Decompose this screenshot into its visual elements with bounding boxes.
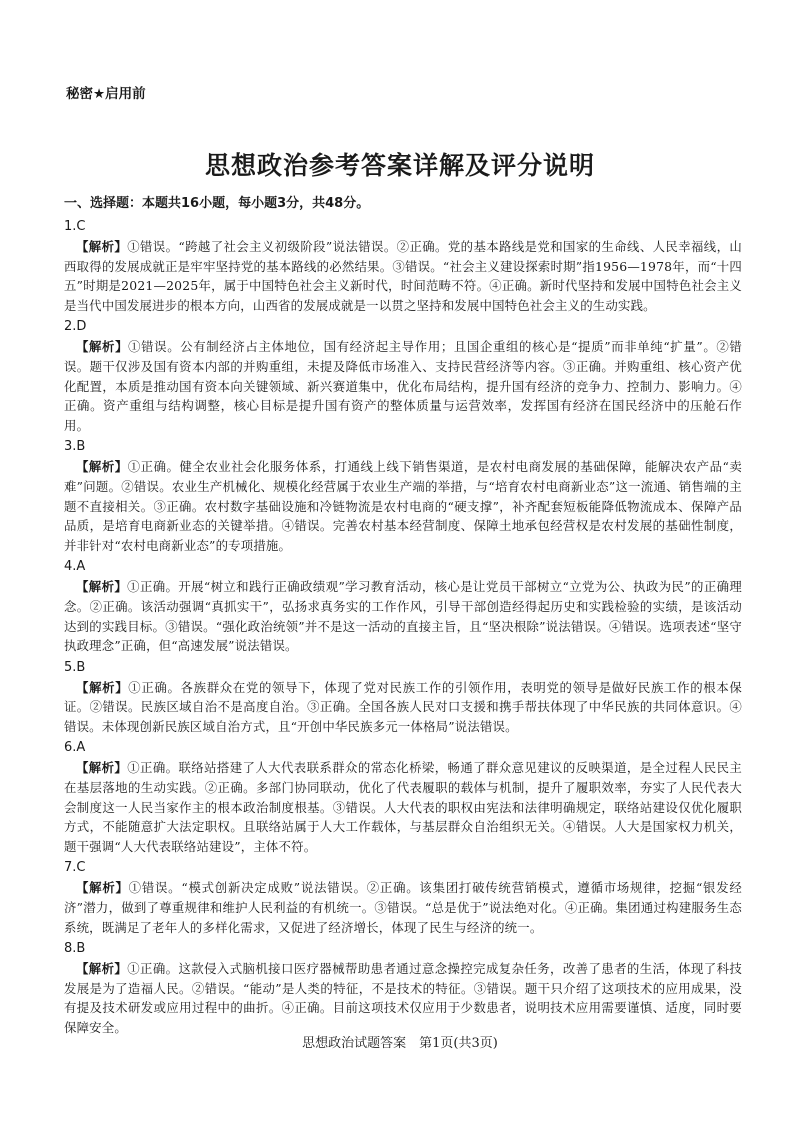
question-number-answer: 5.B [64,659,86,675]
question-number-answer: 7.C [64,860,86,876]
question-number-answer: 6.A [64,740,86,756]
question-number-answer: 3.B [64,439,86,455]
analysis-tag: 【解析】 [76,459,128,475]
explanation-paragraph: 【解析】①错误。公有制经济占主体地位，国有经济起主导作用；且国企重组的核心是“提质”而非单纯“扩量”。②错误。题干仅涉及国有资本内部的并购重组，未提及降低市场准入、支持民营经济等内容。③正确。并购重组、核心资产优化配置，本质是推动国有资本向关键领域、新兴赛道集中，优化布局结构，提升国有经济的竞争力、控制力、影响力。④正确。资产重组与结构调整，核心目标是提升国有资产的整体质量与运营效率，发挥国有经济在国民经济中的压舱石作用。 [64,339,742,433]
question-number-answer: 8.B [64,941,86,957]
answer-item [64,658,742,737]
page-footer: 思想政治试题答案 第1页(共3页) [302,1036,498,1051]
answer-item [64,317,742,435]
section-heading: 一、选择题：本题共16小题，每小题3分，共48分。 [64,196,370,211]
analysis-tag: 【解析】 [76,339,129,355]
explanation-paragraph: 【解析】①正确。开展“树立和践行正确政绩观”学习教育活动，核心是让党员干部树立“立党为公、执政为民”的正确理念。②正确。该活动强调“真抓实干”，弘扬求真务实的工作作风，引导干部创造经得起历史和实践检验的实绩，是该活动达到的实践目标。③错误。“强化政治统领”并不是这一活动的直接主旨，且“坚决根除”说法错误。④错误。选项表述“坚守执政理念”正确，但“高速发展”说法错误。 [64,579,742,654]
question-number-answer: 2.D [64,319,87,335]
explanation-paragraph: 【解析】①正确。健全农业社会化服务体系，打通线上线下销售渠道，是农村电商发展的基础保障，能解决农产品“卖难”问题。②错误。农业生产机械化、规模化经营属于农业生产端的举措，与“培育农村电商新业态”这一流通、销售端的主题不直接相关。③正确。农村数字基础设施和冷链物流是农村电商的“硬支撑”，补齐配套短板能降低物流成本、保障产品品质，是培育电商新业态的关键举措。④错误。完善农村基本经营制度、保障土地承包经营权是农村发展的基础性制度，并非针对“农村电商新业态”的专项措施。 [64,459,742,553]
answer-section [64,194,742,1040]
analysis-tag: 【解析】 [76,880,129,896]
explanation-paragraph: 【解析】①错误。“模式创新决定成败”说法错误。②正确。该集团打破传统营销模式，遵循市场规律，挖掘“银发经济”潜力，做到了尊重规律和维护人民利益的有机统一。③错误。“总是优于”说法绝对化。④正确。集团通过构建服务生态系统，既满足了老年人的多样化需求，又促进了经济增长，体现了民生与经济的统一。 [64,880,742,935]
explanation-paragraph: 【解析】①正确。这款侵入式脑机接口医疗器械帮助患者通过意念操控完成复杂任务，改善了患者的生活，体现了科技发展是为了造福人民。②错误。“能动”是人类的特征，不是技术的特征。③错误。题干只介绍了这项技术的应用成果，没有提及技术研发或应用过程中的曲折。④正确。目前这项技术仅应用于少数患者，说明技术应用需要谨慎、适度，同时要保障安全。 [64,961,742,1035]
explanation-paragraph: 【解析】①正确。各族群众在党的领导下，体现了党对民族工作的引领作用，表明党的领导是做好民族工作的根本保证。②错误。民族区域自治不是高度自治。③正确。全国各族人民对口支援和携手帮扶体现了中华民族的共同体意识。④错误。未体现创新民族区域自治方式，且“开创中华民族多元一体格局”说法错误。 [64,679,742,734]
answer-item [64,939,742,1037]
page-title: 思想政治参考答案详解及评分说明 [204,151,595,180]
answer-item [64,858,742,937]
analysis-tag: 【解析】 [76,579,128,595]
question-number-answer: 1.C [64,219,86,234]
analysis-tag: 【解析】 [76,760,128,776]
answer-item [64,217,742,315]
explanation-paragraph: 【解析】①错误。“跨越了社会主义初级阶段”说法错误。②正确。党的基本路线是党和国家的生命线、人民幸福线，山西取得的发展成就正是牢牢坚持党的基本路线的必然结果。③错误。“社会主义建设探索时期”指1956—1978年，而“十四五”时期是2021—2025年，属于中国特色社会主义新时代，时间范畴不符。④正确。新时代坚持和发展中国特色社会主义是当代中国发展进步的根本方向，山西省的发展成就是一以贯之坚持和发展中国特色社会主义的生动实践。 [64,239,742,313]
analysis-tag: 【解析】 [76,239,128,254]
explanation-paragraph: 【解析】①正确。联络站搭建了人大代表联系群众的常态化桥梁，畅通了群众意见建议的反映渠道，是全过程人民民主在基层落地的生动实践。②正确。多部门协同联动，优化了代表履职的载体与机制，提升了履职效率，夯实了人民代表大会制度这一人民当家作主的根本政治制度根基。③错误。人大代表的职权由宪法和法律明确规定，联络站建设仅优化履职方式，不能随意扩大法定职权。且联络站属于人大工作载体，与基层群众自治组织无关。④错误。人大是国家权力机关，题干强调“人大代表联络站建设”，主体不符。 [64,760,742,854]
confidential-mark: 秘密★启用前 [66,86,146,102]
analysis-tag: 【解析】 [76,679,129,695]
answer-item [64,738,742,856]
analysis-tag: 【解析】 [76,961,128,977]
answer-item [64,437,742,555]
question-number-answer: 4.A [64,559,86,575]
answer-item [64,557,742,655]
